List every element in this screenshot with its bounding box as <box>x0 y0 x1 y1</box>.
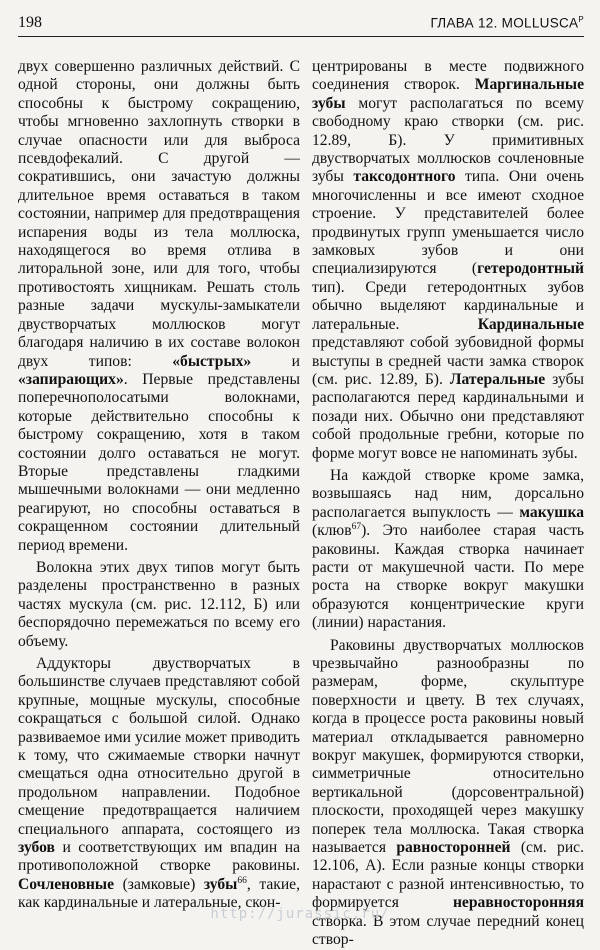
text-run: (замковые) <box>114 875 204 893</box>
paragraph-umbo <box>312 467 584 633</box>
term-cardinal: Кардинальные <box>477 315 584 333</box>
running-head-text: ГЛАВА 12. MOLLUSCA <box>430 15 579 31</box>
term-teeth-2: зубы <box>203 875 238 893</box>
paragraph-adductors <box>18 655 300 913</box>
text-run: (см. рис. 12.106, А). Если разные концы створки нарастают с разной интенсивностью, то формируется <box>312 839 585 912</box>
text-run: , такие, как кардинальные и латеральные, скон- <box>18 875 300 912</box>
term-fast-fibers: «быстрых» <box>172 352 252 370</box>
text-run: . Первые представлены поперечнополосатыми волокнами, которые действительно способны к быстрому сокращению, хотя в таком состоянии долго оставаться не могут. Вторые представлены гладкими мышечными волокнами — они медленно реагируют, но способны оставаться в сокращенном состоянии длительный период времени. <box>18 370 300 554</box>
text-run: створка. В этом случае передний конец створ- <box>312 912 584 949</box>
text-run: центрированы в месте подвижного соединения створок. <box>312 58 584 94</box>
running-head <box>430 15 584 31</box>
text-run: тип). Среди гетеродонтных зубов обычно выделяют кардинальные и латеральные. <box>312 278 584 333</box>
term-inequilateral: неравносторонняя <box>452 894 584 912</box>
term-catch-fibers: «запирающих» <box>18 370 124 388</box>
text-run: зубы располагаются перед кардинальными и позади них. Обычно они представляют собой продольные гребни, которые по форме могут вовсе не напоминать зубы. <box>312 370 585 462</box>
text-run: могут располагаться по всему свободному краю створки (см. рис. 12.89, Б). У примитивных двустворчатых моллюсков сочленовные зубы <box>312 94 584 186</box>
term-teeth: зубов <box>18 839 55 857</box>
term-umbo: макушка <box>519 503 584 521</box>
text-run: На каждой створке кроме замка, возвышаясь над ним, дорсально располагается выпуклость — <box>312 466 584 521</box>
term-articulating: Сочленовные <box>18 875 115 893</box>
watermark: http://jurassic.ru/ <box>210 906 390 922</box>
running-head-superscript: P <box>578 15 584 24</box>
left-column <box>18 58 300 913</box>
paragraph-fiber-distribution: Волокна этих двух типов могут быть разделены пространственно в разных частях мускула (см. рис. 12.112, Б) или беспорядочно перемежаться по всему его объему. <box>18 558 300 650</box>
text-run: ). Это наиболее старая часть раковины. Каждая створка начинает расти от макушечной части. По мере роста на створке вокруг макушки образуются концентрические круги (линии) нарастания. <box>312 522 584 632</box>
paragraph-hinge-teeth <box>312 58 584 463</box>
right-column <box>312 58 584 950</box>
text-run: двух совершенно различных действий. С одной стороны, они должны быть способны к быстрому сокращению, чтобы мгновенно захлопнуть створки в случае опасности или для выброса псевдофекалий. С другой — сократившись, они зачастую должны длительное время оставаться в таком состоянии, например для предотвращения испарения воды из тела моллюска, находящегося во время отлива в литоральной зоне, или для того, чтобы противостоять хищникам. Решать столь разные задачи мускулы-замыкатели двустворчатых моллюсков могут благодаря наличию в их составе волокон двух типов: <box>18 58 300 370</box>
text-run: представляют собой зубовидной формы выступы в средней части замка створок (см. рис. 12.89, Б). <box>312 334 584 388</box>
paragraph-shell-diversity <box>312 637 584 950</box>
paragraph-muscle-fibers <box>18 58 300 555</box>
term-marginal-teeth: Маргинальные зубы <box>312 76 584 112</box>
footnote-ref-66: 66 <box>237 875 247 886</box>
page-header <box>18 12 584 37</box>
footnote-ref-67: 67 <box>351 521 362 532</box>
term-equilateral: равносторонней <box>396 839 511 857</box>
text-run: Аддукторы двустворчатых в большинстве случаев представляют собой крупные, мощные мускулы, способные сокращаться с большой силой. Однако развиваемое ими усилие может приводить к тому, что сжимаемые створки начнут смещаться одна относительно другой в продольном направлении. Подобное смещение предотвращается наличием специального аппарата, состоящего из <box>18 655 300 838</box>
page-number: 198 <box>18 14 42 31</box>
text-run: и соответствующих им впадин на противоположной створке раковины. <box>18 839 300 875</box>
term-lateral: Латеральные <box>449 370 546 388</box>
term-taxodont: таксодонтного <box>353 168 456 186</box>
term-heterodont: гетеродонтный <box>477 260 584 278</box>
text-run: типа. Они очень многочисленны и все имеют сходное строение. У представителей более продвинутых групп уменьшается число замковых зубов и они специализируются ( <box>312 168 584 278</box>
text-run: (клюв <box>312 522 352 540</box>
text-run: и <box>251 352 300 370</box>
text-run: Раковины двустворчатых моллюсков чрезвычайно разнообразны по размерам, форме, скульптуре поверхности и цвету. В тех случаях, когда в процессе роста раковины новый материал откладывается равномерно вокруг макушек, формируются створки, симметричные относительно вертикальной (дорсовентральной) плоскости, проходящей через макушку поперек тела моллюска. Такая створка называется <box>312 636 584 857</box>
